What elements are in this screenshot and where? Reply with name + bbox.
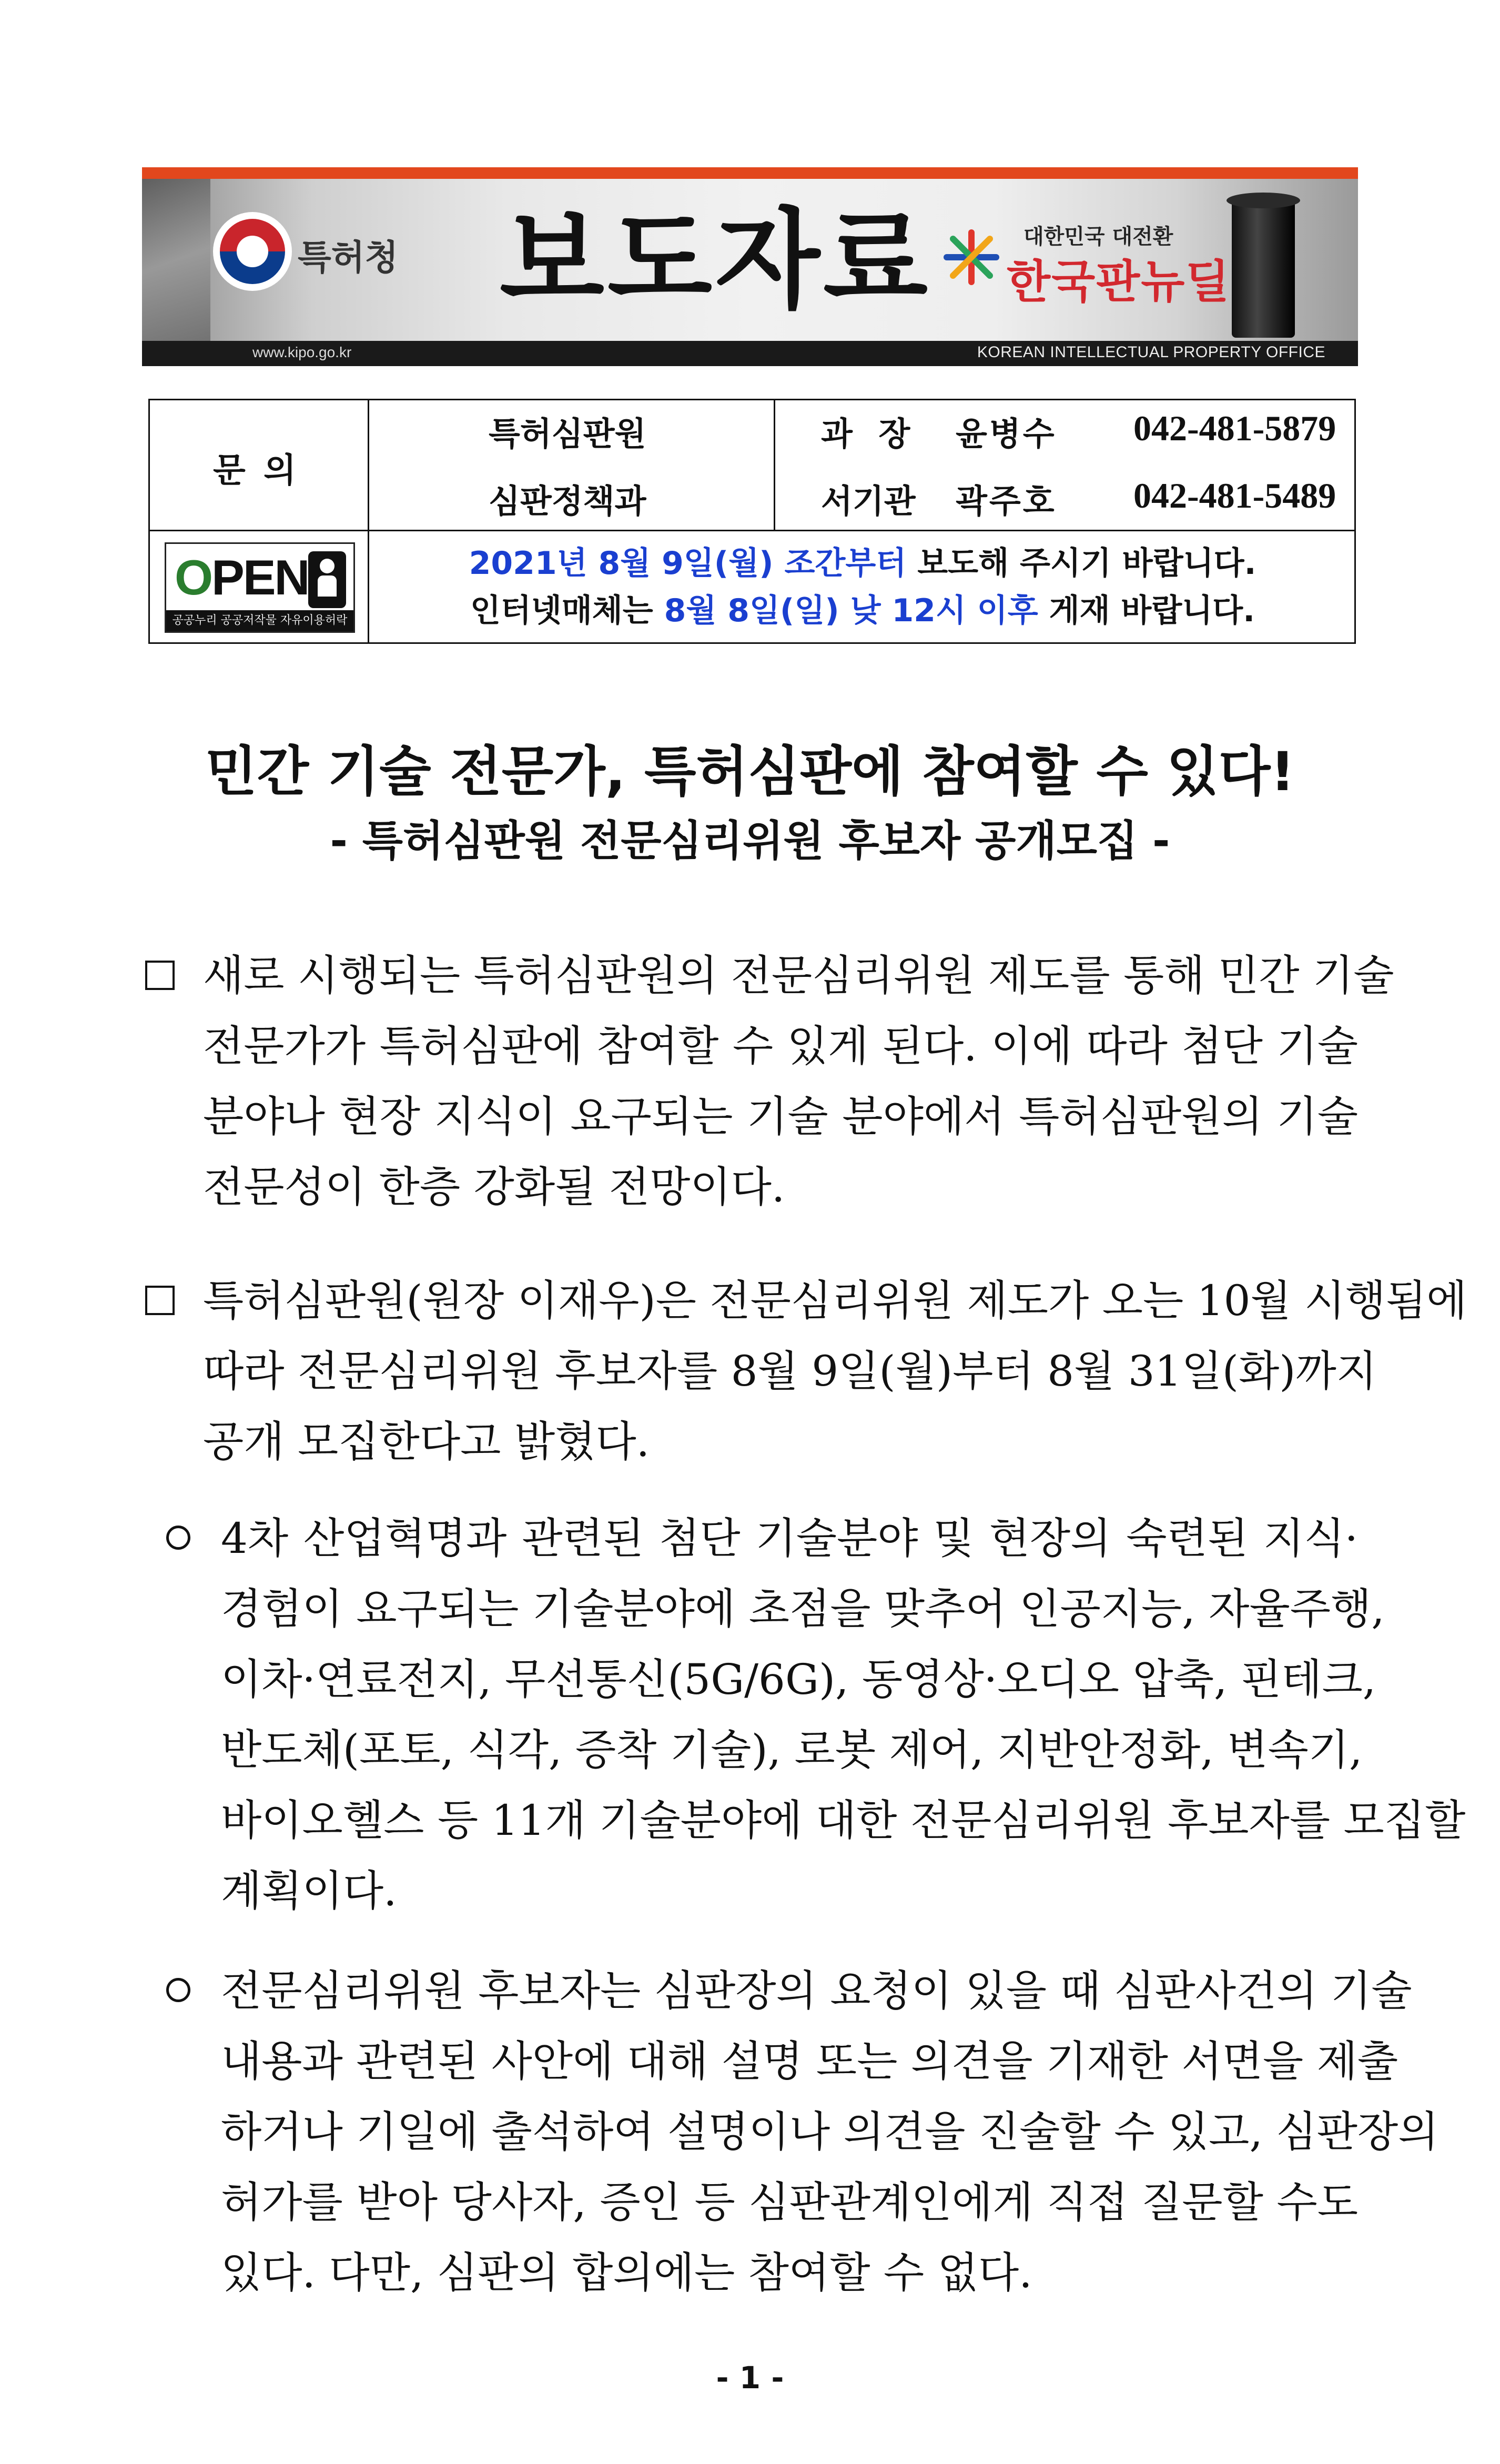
page-number: - 1 - — [716, 2360, 784, 2396]
department-name: 특허심판원 — [489, 415, 646, 453]
subheadline: - 특허심판원 전문심리위원 후보자 공개모집 - — [330, 816, 1170, 865]
open-license-logo: OPEN 공공누리 공공저작물 자유이용허락 — [165, 542, 355, 633]
division-name: 심판정책과 — [489, 482, 646, 520]
contact-phone: 042-481-5879 — [1133, 408, 1336, 448]
newdeal-title: 한국판뉴딜 — [1007, 256, 1231, 308]
headline: 민간 기술 전문가, 특허심판에 참여할 수 있다! — [205, 741, 1295, 803]
square-bullet-icon — [145, 961, 175, 990]
square-bullet-icon — [145, 1286, 175, 1315]
attribution-badge-icon — [308, 551, 346, 608]
embargo-notice-online: 인터넷매체는 8월 8일(일) 낮 12시 이후 게재 바랍니다. — [470, 592, 1255, 629]
press-release-banner — [142, 167, 1358, 366]
government-emblem-icon — [216, 215, 289, 288]
circle-bullet-icon — [166, 1978, 190, 2002]
artifact-image — [1232, 196, 1295, 338]
contact-info-table — [148, 399, 1356, 644]
banner-title: 보도자료 — [500, 197, 931, 324]
contact-phone: 042-481-5489 — [1133, 476, 1336, 516]
inquiry-label: 문 의 — [213, 451, 299, 490]
agency-name: 특허청 — [298, 238, 399, 277]
circle-bullet-icon — [166, 1526, 190, 1550]
contact-name: 윤병수 — [956, 415, 1057, 453]
newdeal-slogan: 대한민국 대전환 — [1023, 225, 1173, 249]
paragraph: 4차 산업혁명과 관련된 첨단 기술분야 및 현장의 숙련된 지식· 경험이 요구되는 기술분야에 초점을 맞추어 인공지능, 자율주행, 이차·연료전지, 무선통신(5G/6G), 동영상·오디오 압축, 핀테크, 반도체(포토, 식각, 증착 기술), 로봇 제어, 지반안정화, 변속기, 바이오헬스 등 11개 기술분야에 대한 전문심리위원 후보자를 모집할 계획이다. — [221, 1514, 1466, 1915]
paragraph: 특허심판원(원장 이재우)은 전문심리위원 제도가 오는 10월 시행됨에 따라 전문심리위원 후보자를 8월 9일(월)부터 8월 31일(화)까지 공개 모집한다고 밝혔다. — [203, 1276, 1467, 1466]
paragraph: 새로 시행되는 특허심판원의 전문심리위원 제도를 통해 민간 기술 전문가가 특허심판에 참여할 수 있게 된다. 이에 따라 첨단 기술 분야나 현장 지식이 요구되는 기술 분야에서 특허심판원의 기술 전문성이 한층 강화될 전망이다. — [203, 951, 1394, 1211]
contact-title: 서기관 — [821, 482, 916, 520]
embargo-notice-print: 2021년 8월 9일(월) 조간부터 보도해 주시기 바랍니다. — [469, 545, 1256, 582]
banner-office-name: KOREAN INTELLECTUAL PROPERTY OFFICE — [977, 344, 1325, 361]
typewriter-image — [142, 179, 210, 341]
newdeal-logo-icon — [942, 228, 1000, 286]
banner-top-stripe — [142, 167, 1358, 179]
contact-name: 곽주호 — [956, 482, 1057, 520]
contact-title: 과 장 — [821, 415, 918, 453]
paragraph: 전문심리위원 후보자는 심판장의 요청이 있을 때 심판사건의 기술 내용과 관련된 사안에 대해 설명 또는 의견을 기재한 서면을 제출 하거나 기일에 출석하여 설명이나 의견을 진술할 수 있고, 심판장의 허가를 받아 당사자, 증인 등 심판관계인에게 직접 질문할 수도 있다. 다만, 심판의 합의에는 참여할 수 없다. — [221, 1966, 1439, 2297]
banner-url: www.kipo.go.kr — [252, 344, 352, 360]
